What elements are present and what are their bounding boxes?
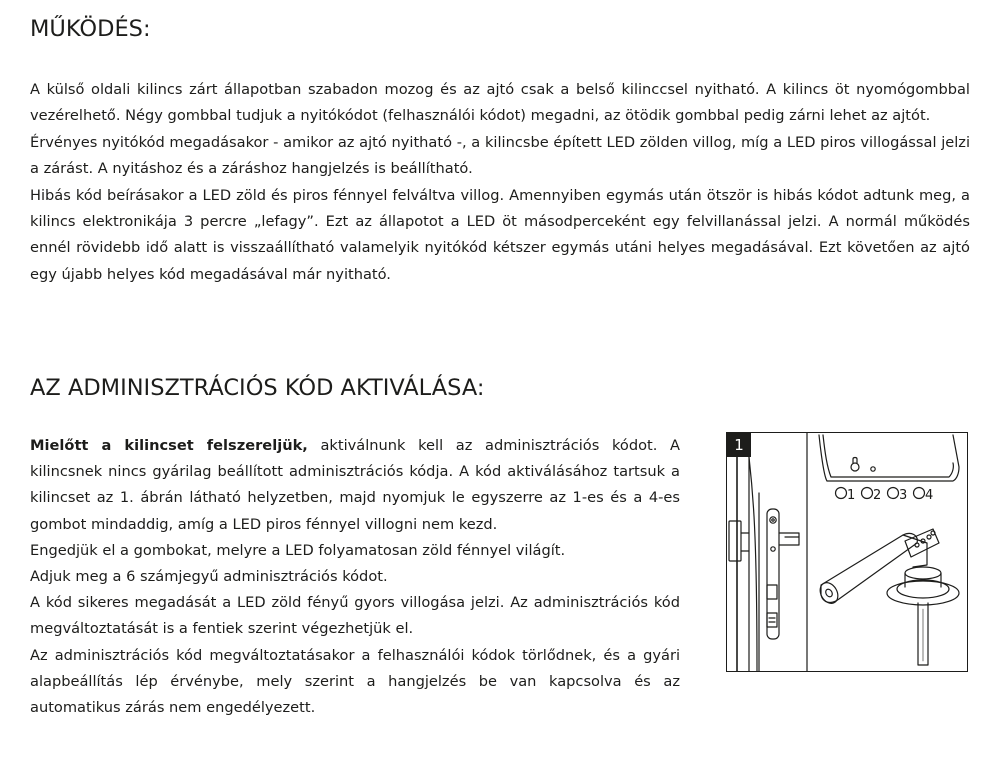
admin-paragraph-5: Az adminisztrációs kód megváltoztatásakor a felhasználói kódok törlődnek, és a gyári alapbeállítás lép érvénybe, mely szerint a hangjelzés be van kapcsolva és az automatikus zárás nem engedélyezett. [30,646,680,717]
figure-1-handle-illustration [726,432,968,672]
operation-paragraph-1: A külső oldali kilincs zárt állapotban szabadon mozog és az ajtó csak a belső kilinccsel nyitható. A kilincs öt nyomógombbal vezérelhető. Négy gombbal tudjuk a nyitókódot (felhasználói kódot) megadni, az ötödik gombbal pedig zárni lehet az ajtót. [30,81,970,125]
admin-lead-bold: Mielőtt a kilincset felszereljük, [30,437,308,454]
admin-paragraph-4: A kód sikeres megadását a LED zöld fényű gyors villogása jelzi. Az adminisztrációs kód megváltoztatását is a fentiek szerint végezhetjük el. [30,594,680,638]
admin-paragraph-1 [30,433,680,538]
admin-code-text [30,433,680,721]
key-label-2: 2 [873,488,882,503]
admin-lead-rest: aktiválnunk kell az adminisztrációs kódot. A kilincsnek nincs gyárilag beállított adminisztrációs kódja. A kód aktiválásához tartsuk a kilincset az 1. ábrán látható helyzetben, majd nyomjuk le egyszerre az 1-es és a 4-es gombot mindaddig, amíg a LED piros fénnyel villogni nem kezd. [30,437,680,533]
figure-number: 1 [727,433,751,457]
key-label-1: 1 [847,488,856,503]
operation-text [30,77,970,288]
admin-paragraph-2: Engedjük el a gombokat, melyre a LED folyamatosan zöld fénnyel világít. [30,541,566,559]
section-title-operation: MŰKÖDÉS: [30,16,151,42]
operation-paragraph-3: Hibás kód beírásakor a LED zöld és piros fénnyel felváltva villog. Amennyiben egymás után ötször is hibás kódot adtunk meg, a kilincs elektronikája 3 percre „lefagy”. Ezt az állapotot a LED öt másodperceként egy felvillanással jelzi. A normál működés ennél rövidebb idő alatt is visszaállítható valamelyik nyitókód kétszer egymás utáni helyes megadásával. Ezt követően az ajtó egy újabb helyes kód megadásával már nyitható. [30,186,970,283]
operation-paragraph-2: Érvényes nyitókód megadásakor - amikor az ajtó nyitható -, a kilincsbe épített LED zölden villog, míg a LED piros villogással jelzi a zárást. A nyitáshoz és a záráshoz hangjelzés is beállítható. [30,133,970,178]
handle-drawing [727,433,967,671]
section-title-admin-code: AZ ADMINISZTRÁCIÓS KÓD AKTIVÁLÁSA: [30,375,485,401]
admin-paragraph-3: Adjuk meg a 6 számjegyű adminisztrációs kódot. [30,568,388,586]
key-label-3: 3 [899,488,908,503]
key-label-4: 4 [925,488,934,503]
